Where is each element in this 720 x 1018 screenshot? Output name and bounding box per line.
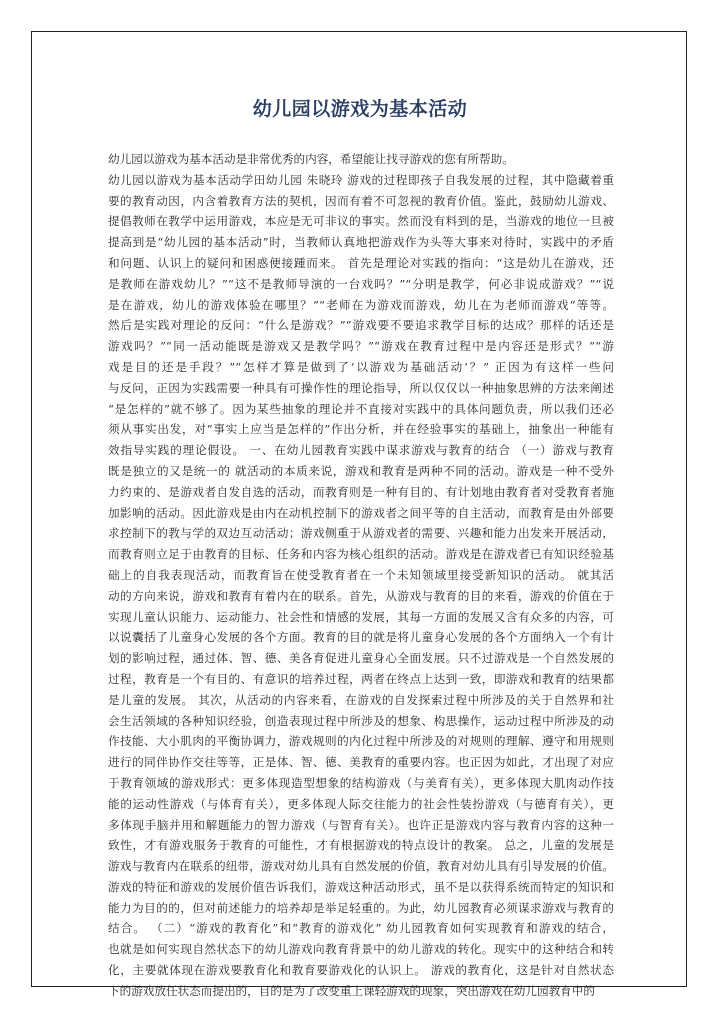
paragraph-line: 须从事实出发，对“事实上应当是怎样的”作出分析，并在经验事实的基础上，抽象出一种能有 xyxy=(108,422,614,437)
paragraph-line: 提高到是“幼儿园的基本活动”时，当教师认真地把游戏作为头等大事来对待时，实践中的矛盾 xyxy=(108,235,614,250)
paragraph-line: 动的方向来说，游戏和教育有着内在的联系。首先，从游戏与教育的目的来看，游戏的价值在于 xyxy=(108,588,614,603)
paragraph-line: 划的影响过程，通过体、智、德、美各育促进儿童身心全面发展。只不过游戏是一个自然发展的 xyxy=(108,651,614,666)
paragraph-line: 是儿童的发展。 其次，从活动的内容来看，在游戏的自发探索过程中所涉及的关于自然界和社 xyxy=(108,692,614,707)
paragraph-line: 而教育则立足于由教育的目标、任务和内容为核心组织的活动。游戏是在游戏者已有知识经验基 xyxy=(108,547,614,562)
paragraph-line: 以说囊括了儿童身心发展的各个方面。教育的目的就是将儿童身心发展的各个方面纳入一个有计 xyxy=(108,630,614,645)
paragraph-line: 游戏与教育内在联系的纽带，游戏对幼儿具有自然发展的价值，教育对幼儿具有引导发展的价值。 xyxy=(108,859,614,874)
paragraph-line: 进行的同伴协作交往等等，正是体、智、德、美教育的重要内容。也正因为如此，才出现了对应 xyxy=(108,755,614,770)
paragraph-line: 化，主要就体现在游戏要教育化和教育要游戏化的认识上。 游戏的教育化，这是针对自然状态 xyxy=(108,963,614,978)
paragraph-line: 与反问，正因为实践需要一种具有可操作性的理论指导，所以仅仅以一种抽象思辨的方法来阐述 xyxy=(108,380,614,395)
paragraph-line: 能力为目的的，但对前述能力的培养却是举足轻重的。为此，幼儿园教育必须谋求游戏与教育的 xyxy=(108,900,614,915)
paragraph-line: 效指导实践的理论假设。 一、在幼儿园教育实践中谋求游戏与教育的结合 （一）游戏与教育 xyxy=(108,443,614,458)
paragraph-line: 游戏的特征和游戏的发展价值告诉我们，游戏这种活动形式，虽不是以获得系统而特定的知识和 xyxy=(108,879,614,894)
paragraph-line: 作技能、大小肌肉的平衡协调力，游戏规则的内化过程中所涉及的对规则的理解、遵守和用规则 xyxy=(108,734,614,749)
paragraph-line: 提倡教师在教学中运用游戏，本应是无可非议的事实。然而没有料到的是，当游戏的地位一旦被 xyxy=(108,214,614,229)
paragraph-line: 致性，才有游戏服务于教育的可能性，才有根据游戏的特点设计的教案。 总之，儿童的发展是 xyxy=(108,838,614,853)
paragraph-line: 游戏吗？”“同一活动能既是游戏又是教学吗？”“游戏在教育过程中是内容还是形式？”“游 xyxy=(108,339,614,354)
document-title: 幼儿园以游戏为基本活动 xyxy=(252,98,468,120)
paragraph-line: 是教师在游戏幼儿？”“这不是教师导演的一台戏吗？”“分明是教学，何必非说成游戏？”“说 xyxy=(108,276,614,291)
paragraph-line: 求控制下的教与学的双边互动活动；游戏侧重于从游戏者的需要、兴趣和能力出发来开展活动， xyxy=(108,526,614,541)
paragraph-line: 然后是实践对理论的反问：“什么是游戏？”“游戏要不要追求教学目标的达成？那样的话还是 xyxy=(108,318,614,333)
paragraph-line: 力约束的、是游戏者自发自选的活动，而教育则是一种有目的、有计划地由教育者对受教育者施 xyxy=(108,484,614,499)
paragraph-line: 础上的自我表现活动，而教育旨在使受教育者在一个未知领域里接受新知识的活动。 就其活 xyxy=(108,567,614,582)
paragraph-line: 能的运动性游戏（与体育有关），更多体现人际交往能力的社会性装扮游戏（与德育有关），更 xyxy=(108,796,614,811)
paragraph-line: 既是独立的又是统一的 就活动的本质来说，游戏和教育是两种不同的活动。游戏是一种不受外 xyxy=(108,463,614,478)
paragraph-line: 多体现手脑并用和解题能力的智力游戏（与智育有关）。也许正是游戏内容与教育内容的这种一 xyxy=(108,817,614,832)
paragraph-line: 要的教育动因，内含着教育方法的契机，因而有着不可忽视的教育价值。鉴此，鼓励幼儿游戏、 xyxy=(108,193,614,208)
paragraph-line: 戏是目的还是手段？”“怎样才算是做到了‘以游戏为基础活动’？” 正因为有这样一些问 xyxy=(108,359,614,374)
paragraph-line: 也就是如何实现自然状态下的幼儿游戏向教育背景中的幼儿游戏的转化。现实中的这种结合和转 xyxy=(108,942,614,957)
paragraph-line: “是怎样的”就不够了。因为某些抽象的理论并不直接对实践中的具体问题负责，所以我们还必 xyxy=(108,401,614,416)
paragraph-line: 实现儿童认识能力、运动能力、社会性和情感的发展，其每一方面的发展又含有众多的内容，可 xyxy=(108,609,614,624)
paragraph-line: 下的游戏放任状态而提出的，目的是为了改变重上课轻游戏的现象，突出游戏在幼儿园教育中的 xyxy=(108,983,595,998)
paragraph-line: 过程，教育是一个有目的、有意识的培养过程，两者在终点上达到一致，即游戏和教育的结果都 xyxy=(108,671,614,686)
paragraph-line: 和问题、认识上的疑问和困惑便接踵而来。 首先是理论对实践的指向：“这是幼儿在游戏，还 xyxy=(108,255,614,270)
paragraph-line: 于教育领域的游戏形式：更多体现造型想象的结构游戏（与美育有关），更多体现大肌肉动作技 xyxy=(108,775,614,790)
paragraph-line: 幼儿园以游戏为基本活动学田幼儿园 朱晓玲 游戏的过程即孩子自我发展的过程，其中隐藏着重 xyxy=(108,172,614,187)
document-body xyxy=(108,149,614,1002)
paragraph-line: 是在游戏，幼儿的游戏体验在哪里？”“老师在为游戏而游戏，幼儿在为老师而游戏”等等。 xyxy=(108,297,614,312)
paragraph-line: 结合。 （二）“游戏的教育化”和“教育的游戏化” 幼儿园教育如何实现教育和游戏的结合， xyxy=(108,921,614,936)
paragraph-line: 会生活领域的各种知识经验，创造表现过程中所涉及的想象、构思操作，运动过程中所涉及的动 xyxy=(108,713,614,728)
paragraph-line: 幼儿园以游戏为基本活动是非常优秀的内容，希望能让找寻游戏的您有所帮助。 xyxy=(108,152,514,166)
paragraph-line: 加影响的活动。因此游戏是由内在动机控制下的游戏者之间平等的自主活动，而教育是由外部要 xyxy=(108,505,614,520)
